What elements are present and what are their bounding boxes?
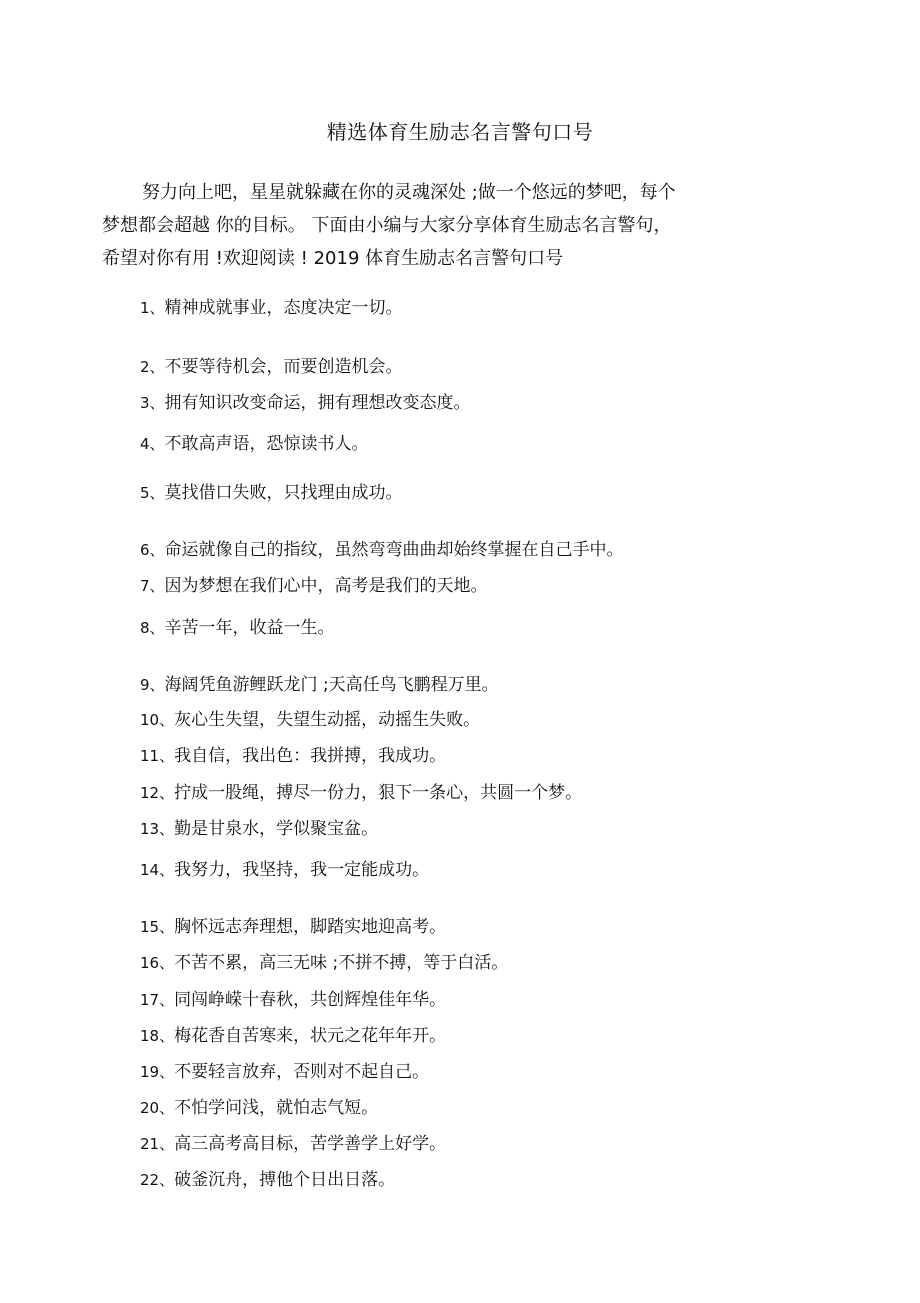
list-item <box>140 817 378 841</box>
item-number: 22、 <box>140 1171 175 1189</box>
item-text: 同闯峥嵘十春秋，共创辉煌佳年华。 <box>174 990 447 1010</box>
list-item <box>140 574 488 598</box>
list-item <box>140 673 499 697</box>
item-number: 8、 <box>140 619 165 637</box>
list-item <box>140 781 582 805</box>
item-text: 灰心生失望，失望生动摇，动摇生失败。 <box>174 710 481 730</box>
list-item <box>140 1060 429 1084</box>
item-text: 精神成就事业，态度决定一切。 <box>164 298 403 318</box>
item-text: 胸怀远志奔理想，脚踏实地迎高考。 <box>174 917 447 937</box>
item-number: 20、 <box>140 1099 175 1117</box>
list-item <box>140 391 471 415</box>
item-number: 15、 <box>140 918 175 936</box>
item-text: 拧成一股绳，搏尽一份力，狠下一条心，共圆一个梦。 <box>174 783 583 803</box>
document-title: 精选体育生励志名言警句口号 <box>326 120 594 144</box>
item-text: 海阔凭鱼游鲤跃龙门 ;天高任鸟飞鹏程万里。 <box>164 675 499 695</box>
item-number: 16、 <box>140 954 175 972</box>
item-number: 4、 <box>140 435 165 453</box>
list-item <box>140 481 403 505</box>
list-item <box>140 616 335 640</box>
item-number: 3、 <box>140 394 165 412</box>
item-text: 辛苦一年，收益一生。 <box>164 618 335 638</box>
item-text: 我努力，我坚持，我一定能成功。 <box>174 860 430 880</box>
intro-line: 希望对你有用 !欢迎阅读 ! 2019 体育生励志名言警句口号 <box>102 248 564 269</box>
item-number: 2、 <box>140 358 165 376</box>
intro-line: 梦想都会超越 你的目标。 下面由小编与大家分享体育生励志名言警句， <box>102 215 672 236</box>
item-text: 命运就像自己的指纹，虽然弯弯曲曲却始终掌握在自己手中。 <box>164 540 624 560</box>
list-item <box>140 951 508 975</box>
intro-line: 努力向上吧，星星就躲藏在你的灵魂深处 ;做一个悠远的梦吧，每个 <box>142 182 676 203</box>
item-number: 6、 <box>140 541 165 559</box>
item-number: 14、 <box>140 861 175 879</box>
item-text: 不要等待机会，而要创造机会。 <box>164 357 403 377</box>
item-number: 21、 <box>140 1135 175 1153</box>
item-number: 11、 <box>140 747 175 765</box>
item-text: 拥有知识改变命运，拥有理想改变态度。 <box>164 393 471 413</box>
item-text: 梅花香自苦寒来，状元之花年年开。 <box>174 1026 447 1046</box>
item-text: 不苦不累，高三无味 ;不拼不搏，等于白活。 <box>174 953 509 973</box>
item-number: 7、 <box>140 577 165 595</box>
list-item <box>140 1168 395 1192</box>
list-item <box>140 708 480 732</box>
item-number: 5、 <box>140 484 165 502</box>
item-text: 破釜沉舟，搏他个日出日落。 <box>174 1170 396 1190</box>
item-text: 高三高考高目标，苦学善学上好学。 <box>174 1134 447 1154</box>
item-number: 19、 <box>140 1063 175 1081</box>
list-item <box>140 432 369 456</box>
item-number: 10、 <box>140 711 175 729</box>
item-number: 17、 <box>140 991 175 1009</box>
list-item <box>140 915 446 939</box>
list-item <box>140 1024 446 1048</box>
list-item <box>140 858 429 882</box>
item-text: 勤是甘泉水，学似聚宝盆。 <box>174 819 379 839</box>
list-item <box>140 296 403 320</box>
list-item <box>140 1096 378 1120</box>
intro-paragraph <box>102 176 782 275</box>
item-number: 18、 <box>140 1027 175 1045</box>
list-item <box>140 1132 446 1156</box>
list-item <box>140 988 446 1012</box>
item-text: 我自信，我出色：我拼搏，我成功。 <box>174 746 447 766</box>
item-text: 不敢高声语，恐惊读书人。 <box>164 434 369 454</box>
item-number: 1、 <box>140 299 165 317</box>
list-item <box>140 355 403 379</box>
item-number: 12、 <box>140 784 175 802</box>
item-number: 13、 <box>140 820 175 838</box>
item-text: 莫找借口失败，只找理由成功。 <box>164 483 403 503</box>
item-number: 9、 <box>140 676 165 694</box>
item-text: 不要轻言放弃，否则对不起自己。 <box>174 1062 430 1082</box>
item-text: 因为梦想在我们心中，高考是我们的天地。 <box>164 576 488 596</box>
list-item <box>140 744 446 768</box>
item-text: 不怕学问浅，就怕志气短。 <box>174 1098 379 1118</box>
list-item <box>140 538 624 562</box>
